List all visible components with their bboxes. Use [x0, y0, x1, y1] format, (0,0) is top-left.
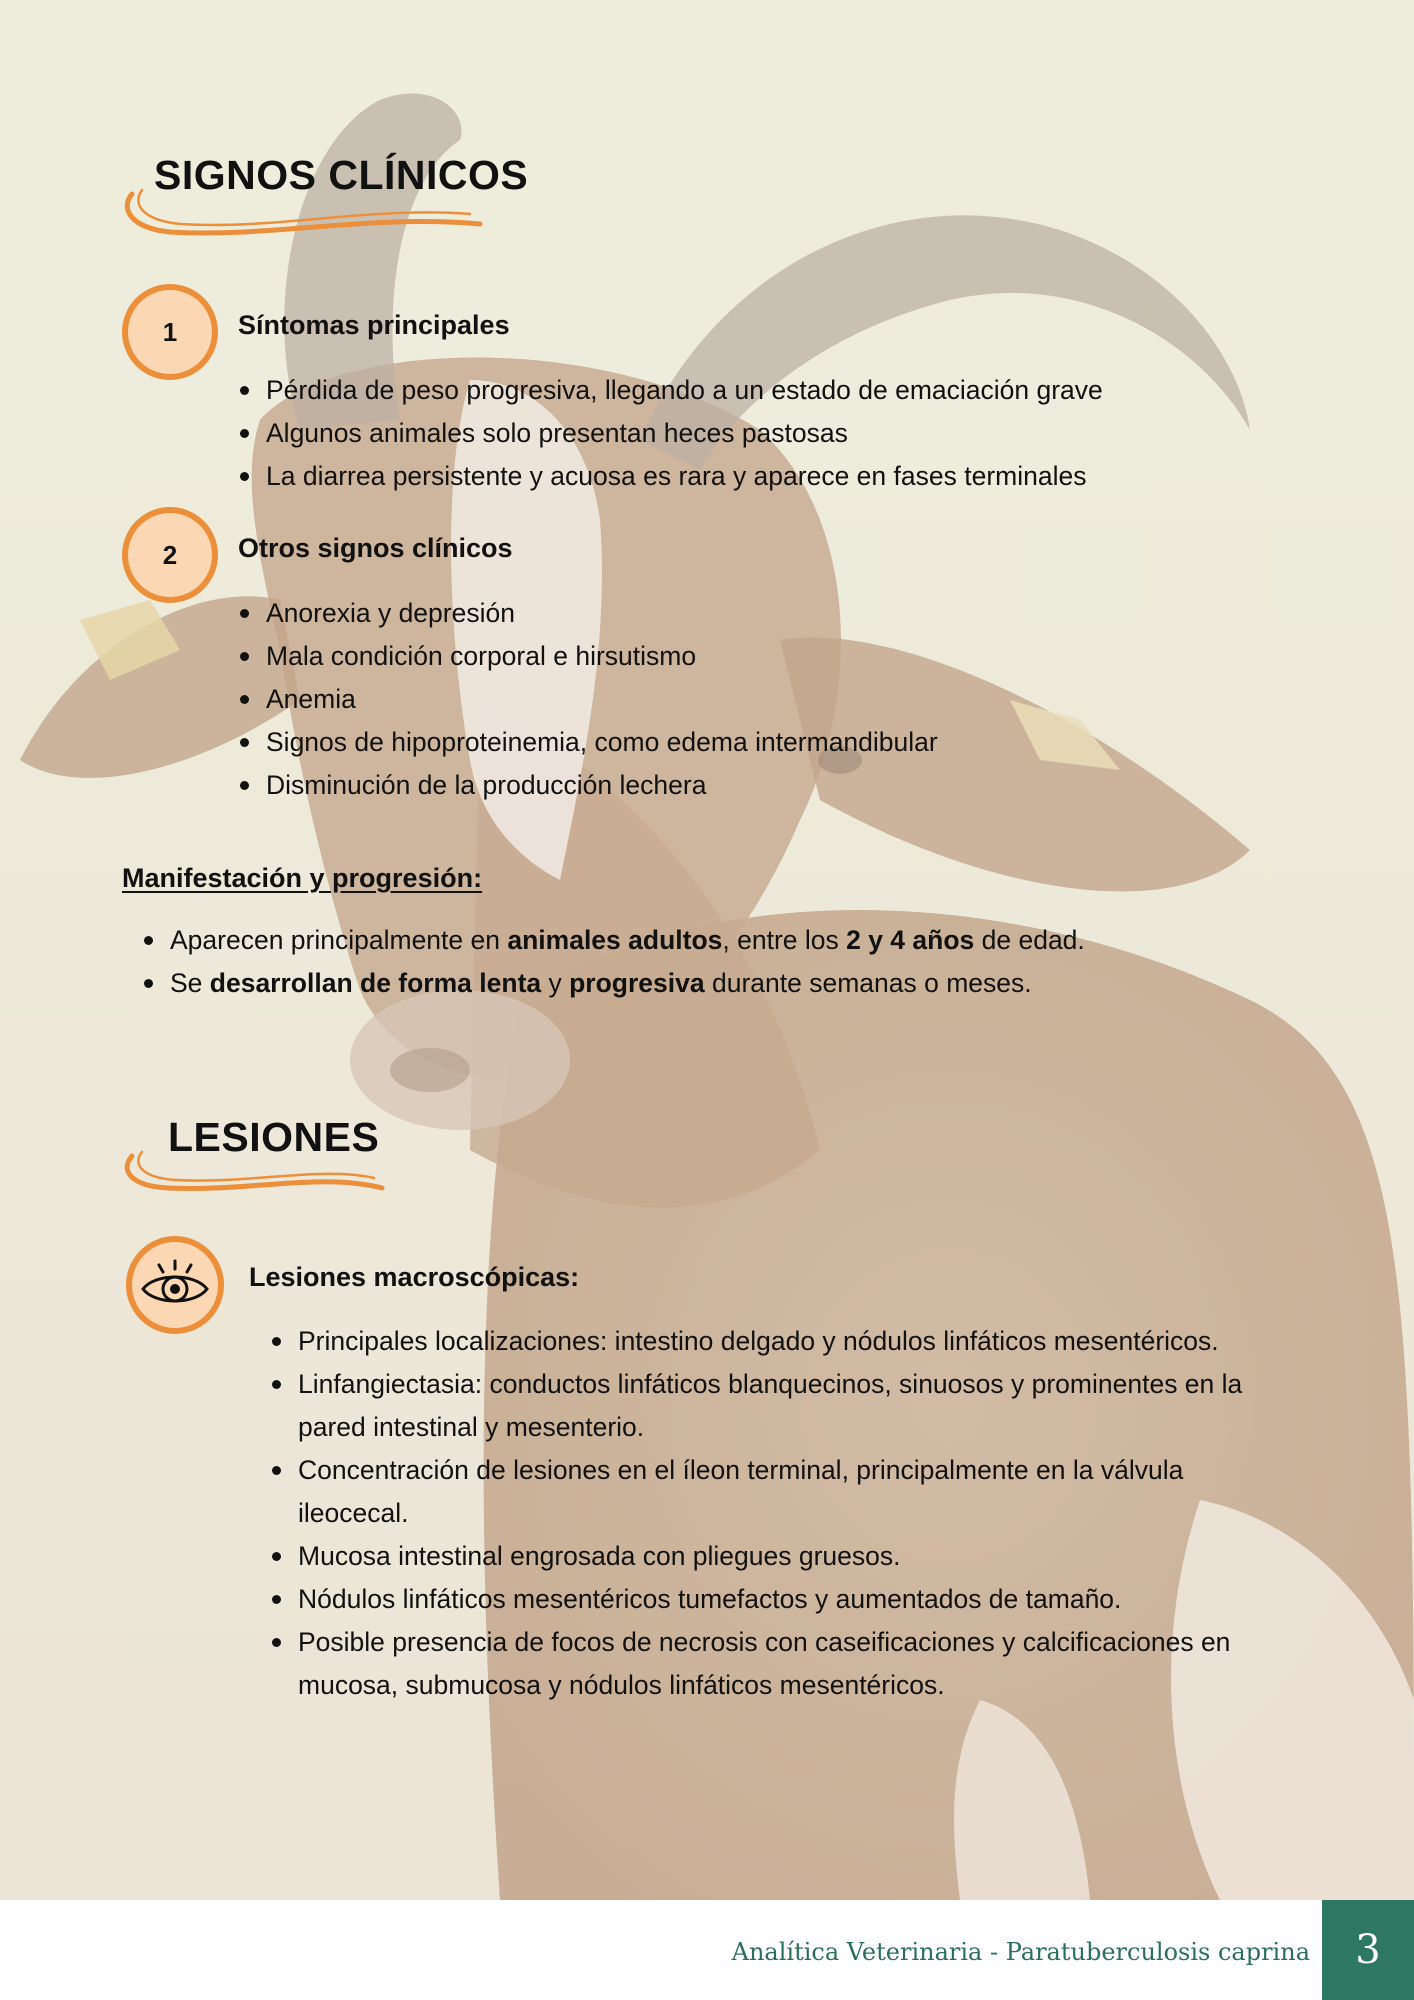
- section-title-lesiones: LESIONES: [168, 1114, 380, 1160]
- list-item: Signos de hipoproteinemia, como edema intermandibular: [238, 721, 938, 764]
- list-item: Se desarrollan de forma lenta y progresiva durante semanas o meses.: [142, 962, 1085, 1005]
- list-item: Principales localizaciones: intestino delgado y nódulos linfáticos mesentéricos.: [270, 1320, 1250, 1363]
- list-item: Nódulos linfáticos mesentéricos tumefactos y aumentados de tamaño.: [270, 1578, 1250, 1621]
- list-item: Algunos animales solo presentan heces pastosas: [238, 412, 1103, 455]
- footer-title: Analítica Veterinaria - Paratuberculosis caprina: [731, 1938, 1310, 1966]
- list-manifestacion: [142, 919, 1085, 1005]
- list-otros-signos: [238, 592, 938, 807]
- number-badge-1: 1: [122, 284, 218, 380]
- subheading-lesiones-macroscopicas: Lesiones macroscópicas:: [249, 1262, 580, 1292]
- eye-icon: [126, 1236, 224, 1334]
- subheading-otros-signos: Otros signos clínicos: [238, 533, 513, 563]
- page-number: 3: [1322, 1900, 1414, 2000]
- list-item: Anemia: [238, 678, 938, 721]
- title-underline-swoosh: [120, 188, 490, 244]
- list-item: Disminución de la producción lechera: [238, 764, 938, 807]
- list-item: Posible presencia de focos de necrosis con caseificaciones y calcificaciones en mucosa, submucosa y nódulos linfáticos mesentéricos.: [270, 1621, 1250, 1707]
- list-item: Mucosa intestinal engrosada con pliegues gruesos.: [270, 1535, 1250, 1578]
- title-underline-swoosh: [120, 1150, 390, 1200]
- list-item: Mala condición corporal e hirsutismo: [238, 635, 938, 678]
- list-item: La diarrea persistente y acuosa es rara y aparece en fases terminales: [238, 455, 1103, 498]
- section-title-signos: SIGNOS CLÍNICOS: [154, 152, 529, 198]
- list-item: Anorexia y depresión: [238, 592, 938, 635]
- number-badge-2: 2: [122, 507, 218, 603]
- subheading-manifestacion: Manifestación y progresión:: [122, 863, 483, 893]
- list-item: Aparecen principalmente en animales adultos, entre los 2 y 4 años de edad.: [142, 919, 1085, 962]
- list-item: Linfangiectasia: conductos linfáticos blanquecinos, sinuosos y prominentes en la pared intestinal y mesenterio.: [270, 1363, 1250, 1449]
- list-item: Concentración de lesiones en el íleon terminal, principalmente en la válvula ileocecal.: [270, 1449, 1250, 1535]
- list-sintomas-principales: [238, 369, 1103, 498]
- list-lesiones-macroscopicas: [270, 1320, 1250, 1707]
- page-footer: [0, 1900, 1414, 2000]
- subheading-sintomas-principales: Síntomas principales: [238, 310, 510, 340]
- list-item: Pérdida de peso progresiva, llegando a un estado de emaciación grave: [238, 369, 1103, 412]
